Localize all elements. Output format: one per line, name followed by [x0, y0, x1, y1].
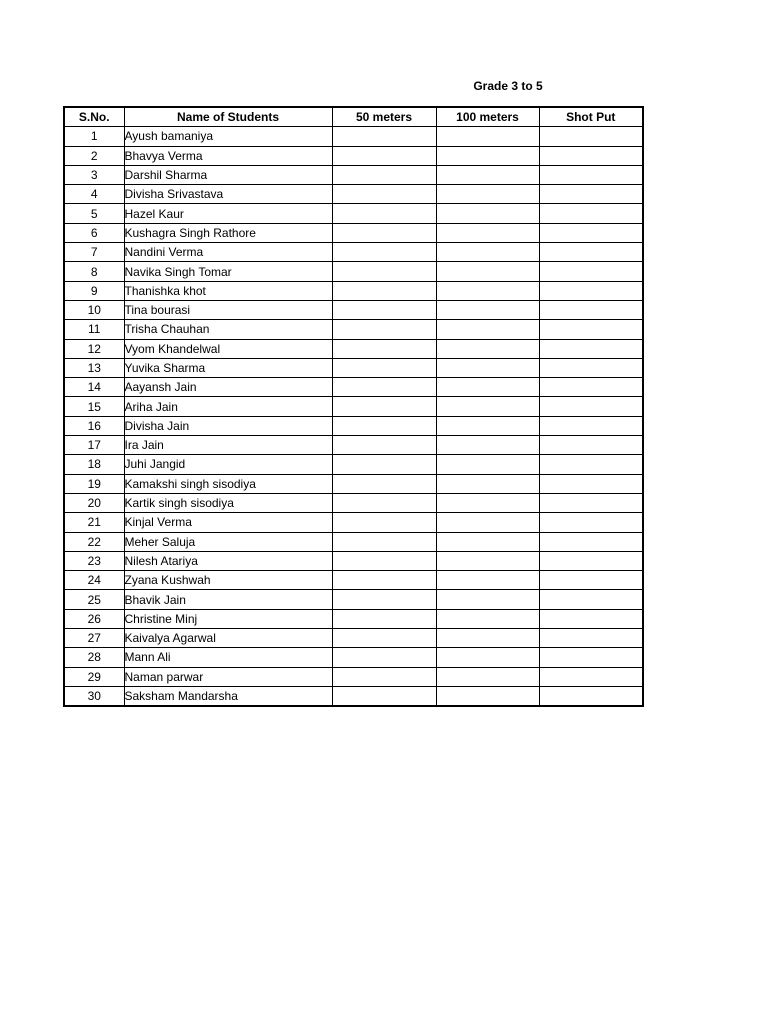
cell-50-meters[interactable]	[332, 281, 436, 300]
cell-100-meters[interactable]	[436, 532, 539, 551]
cell-student-name: Darshil Sharma	[124, 165, 332, 184]
cell-student-name: Trisha Chauhan	[124, 320, 332, 339]
cell-100-meters[interactable]	[436, 165, 539, 184]
cell-student-name: Hazel Kaur	[124, 204, 332, 223]
cell-student-name: Kushagra Singh Rathore	[124, 223, 332, 242]
cell-student-name: Zyana Kushwah	[124, 571, 332, 590]
cell-100-meters[interactable]	[436, 262, 539, 281]
cell-shot-put[interactable]	[539, 339, 643, 358]
cell-student-name: Divisha Srivastava	[124, 185, 332, 204]
table-row	[64, 571, 643, 590]
table-row	[64, 185, 643, 204]
table-row	[64, 609, 643, 628]
cell-student-name: Tina bourasi	[124, 300, 332, 319]
cell-shot-put[interactable]	[539, 416, 643, 435]
cell-sno: 24	[64, 571, 124, 590]
cell-100-meters[interactable]	[436, 223, 539, 242]
cell-100-meters[interactable]	[436, 629, 539, 648]
cell-50-meters[interactable]	[332, 378, 436, 397]
cell-100-meters[interactable]	[436, 243, 539, 262]
cell-sno: 4	[64, 185, 124, 204]
cell-50-meters[interactable]	[332, 339, 436, 358]
cell-100-meters[interactable]	[436, 281, 539, 300]
cell-student-name: Yuvika Sharma	[124, 358, 332, 377]
cell-50-meters[interactable]	[332, 243, 436, 262]
cell-sno: 10	[64, 300, 124, 319]
cell-100-meters[interactable]	[436, 185, 539, 204]
cell-student-name: Meher Saluja	[124, 532, 332, 551]
cell-50-meters[interactable]	[332, 493, 436, 512]
cell-student-name: Naman parwar	[124, 667, 332, 686]
table-row	[64, 667, 643, 686]
cell-sno: 9	[64, 281, 124, 300]
cell-50-meters[interactable]	[332, 571, 436, 590]
table-row	[64, 686, 643, 706]
cell-100-meters[interactable]	[436, 667, 539, 686]
table-row	[64, 204, 643, 223]
cell-sno: 14	[64, 378, 124, 397]
table-row	[64, 590, 643, 609]
cell-shot-put[interactable]	[539, 204, 643, 223]
cell-50-meters[interactable]	[332, 185, 436, 204]
cell-shot-put[interactable]	[539, 551, 643, 570]
cell-shot-put[interactable]	[539, 590, 643, 609]
cell-100-meters[interactable]	[436, 339, 539, 358]
cell-50-meters[interactable]	[332, 146, 436, 165]
cell-shot-put[interactable]	[539, 455, 643, 474]
cell-50-meters[interactable]	[332, 204, 436, 223]
cell-100-meters[interactable]	[436, 436, 539, 455]
cell-50-meters[interactable]	[332, 609, 436, 628]
cell-shot-put[interactable]	[539, 667, 643, 686]
cell-student-name: Kinjal Verma	[124, 513, 332, 532]
table-header-row	[64, 107, 643, 127]
cell-student-name: Kartik singh sisodiya	[124, 493, 332, 512]
cell-sno: 15	[64, 397, 124, 416]
cell-shot-put[interactable]	[539, 397, 643, 416]
cell-sno: 2	[64, 146, 124, 165]
cell-100-meters[interactable]	[436, 416, 539, 435]
cell-student-name: Bhavya Verma	[124, 146, 332, 165]
header-50-meters: 50 meters	[332, 107, 436, 127]
cell-50-meters[interactable]	[332, 629, 436, 648]
cell-sno: 20	[64, 493, 124, 512]
cell-100-meters[interactable]	[436, 397, 539, 416]
cell-shot-put[interactable]	[539, 571, 643, 590]
cell-sno: 27	[64, 629, 124, 648]
cell-100-meters[interactable]	[436, 455, 539, 474]
cell-student-name: Juhi Jangid	[124, 455, 332, 474]
cell-100-meters[interactable]	[436, 590, 539, 609]
cell-50-meters[interactable]	[332, 300, 436, 319]
cell-50-meters[interactable]	[332, 513, 436, 532]
cell-sno: 21	[64, 513, 124, 532]
cell-sno: 26	[64, 609, 124, 628]
cell-shot-put[interactable]	[539, 262, 643, 281]
cell-100-meters[interactable]	[436, 127, 539, 146]
cell-shot-put[interactable]	[539, 300, 643, 319]
cell-50-meters[interactable]	[332, 165, 436, 184]
table-row	[64, 339, 643, 358]
cell-sno: 30	[64, 686, 124, 706]
cell-50-meters[interactable]	[332, 223, 436, 242]
cell-shot-put[interactable]	[539, 281, 643, 300]
header-shot-put: Shot Put	[539, 107, 643, 127]
cell-50-meters[interactable]	[332, 320, 436, 339]
cell-shot-put[interactable]	[539, 513, 643, 532]
table-row	[64, 532, 643, 551]
table-row	[64, 629, 643, 648]
cell-sno: 6	[64, 223, 124, 242]
header-100-meters: 100 meters	[436, 107, 539, 127]
cell-50-meters[interactable]	[332, 262, 436, 281]
table-row	[64, 223, 643, 242]
cell-100-meters[interactable]	[436, 378, 539, 397]
cell-shot-put[interactable]	[539, 165, 643, 184]
cell-50-meters[interactable]	[332, 436, 436, 455]
cell-50-meters[interactable]	[332, 474, 436, 493]
cell-student-name: Christine Minj	[124, 609, 332, 628]
cell-student-name: Navika Singh Tomar	[124, 262, 332, 281]
cell-sno: 13	[64, 358, 124, 377]
cell-50-meters[interactable]	[332, 358, 436, 377]
cell-shot-put[interactable]	[539, 223, 643, 242]
cell-sno: 7	[64, 243, 124, 262]
cell-sno: 1	[64, 127, 124, 146]
cell-100-meters[interactable]	[436, 493, 539, 512]
cell-100-meters[interactable]	[436, 609, 539, 628]
cell-sno: 22	[64, 532, 124, 551]
cell-sno: 5	[64, 204, 124, 223]
cell-shot-put[interactable]	[539, 185, 643, 204]
cell-100-meters[interactable]	[436, 146, 539, 165]
cell-student-name: Bhavik Jain	[124, 590, 332, 609]
cell-50-meters[interactable]	[332, 397, 436, 416]
cell-student-name: Ira Jain	[124, 436, 332, 455]
cell-shot-put[interactable]	[539, 243, 643, 262]
cell-100-meters[interactable]	[436, 474, 539, 493]
cell-50-meters[interactable]	[332, 532, 436, 551]
cell-sno: 17	[64, 436, 124, 455]
cell-sno: 8	[64, 262, 124, 281]
cell-sno: 18	[64, 455, 124, 474]
cell-shot-put[interactable]	[539, 358, 643, 377]
cell-sno: 19	[64, 474, 124, 493]
cell-sno: 12	[64, 339, 124, 358]
cell-student-name: Nilesh Atariya	[124, 551, 332, 570]
table-row	[64, 127, 643, 146]
table-row	[64, 397, 643, 416]
cell-sno: 29	[64, 667, 124, 686]
table-row	[64, 455, 643, 474]
cell-student-name: Kamakshi singh sisodiya	[124, 474, 332, 493]
cell-50-meters[interactable]	[332, 416, 436, 435]
cell-shot-put[interactable]	[539, 648, 643, 667]
cell-100-meters[interactable]	[436, 513, 539, 532]
cell-shot-put[interactable]	[539, 127, 643, 146]
cell-shot-put[interactable]	[539, 532, 643, 551]
table-row	[64, 378, 643, 397]
cell-100-meters[interactable]	[436, 686, 539, 706]
table-row	[64, 146, 643, 165]
cell-student-name: Thanishka khot	[124, 281, 332, 300]
table-row	[64, 493, 643, 512]
table-row	[64, 300, 643, 319]
table-row	[64, 320, 643, 339]
cell-shot-put[interactable]	[539, 609, 643, 628]
cell-50-meters[interactable]	[332, 648, 436, 667]
cell-50-meters[interactable]	[332, 590, 436, 609]
cell-shot-put[interactable]	[539, 436, 643, 455]
cell-100-meters[interactable]	[436, 204, 539, 223]
cell-shot-put[interactable]	[539, 629, 643, 648]
student-roster-table	[63, 106, 644, 707]
table-row	[64, 262, 643, 281]
cell-shot-put[interactable]	[539, 320, 643, 339]
cell-student-name: Kaivalya Agarwal	[124, 629, 332, 648]
cell-50-meters[interactable]	[332, 127, 436, 146]
cell-sno: 28	[64, 648, 124, 667]
table-row	[64, 551, 643, 570]
table-row	[64, 165, 643, 184]
cell-student-name: Vyom Khandelwal	[124, 339, 332, 358]
cell-100-meters[interactable]	[436, 320, 539, 339]
cell-student-name: Saksham Mandarsha	[124, 686, 332, 706]
cell-shot-put[interactable]	[539, 474, 643, 493]
cell-100-meters[interactable]	[436, 300, 539, 319]
cell-shot-put[interactable]	[539, 146, 643, 165]
cell-50-meters[interactable]	[332, 667, 436, 686]
cell-100-meters[interactable]	[436, 551, 539, 570]
table-row	[64, 648, 643, 667]
cell-student-name: Divisha Jain	[124, 416, 332, 435]
table-row	[64, 243, 643, 262]
table-row	[64, 513, 643, 532]
table-body	[64, 127, 643, 706]
cell-sno: 25	[64, 590, 124, 609]
cell-student-name: Aayansh Jain	[124, 378, 332, 397]
sheet-title: Grade 3 to 5	[473, 79, 543, 93]
table-row	[64, 436, 643, 455]
cell-50-meters[interactable]	[332, 455, 436, 474]
cell-student-name: Ariha Jain	[124, 397, 332, 416]
cell-sno: 3	[64, 165, 124, 184]
table-row	[64, 416, 643, 435]
table-row	[64, 474, 643, 493]
cell-sno: 11	[64, 320, 124, 339]
header-sno: S.No.	[64, 107, 124, 127]
cell-100-meters[interactable]	[436, 648, 539, 667]
header-name: Name of Students	[124, 107, 332, 127]
cell-student-name: Ayush bamaniya	[124, 127, 332, 146]
table-row	[64, 281, 643, 300]
cell-50-meters[interactable]	[332, 686, 436, 706]
cell-100-meters[interactable]	[436, 571, 539, 590]
cell-100-meters[interactable]	[436, 358, 539, 377]
cell-shot-put[interactable]	[539, 378, 643, 397]
cell-student-name: Mann Ali	[124, 648, 332, 667]
table-row	[64, 358, 643, 377]
cell-50-meters[interactable]	[332, 551, 436, 570]
cell-sno: 16	[64, 416, 124, 435]
cell-student-name: Nandini Verma	[124, 243, 332, 262]
cell-sno: 23	[64, 551, 124, 570]
cell-shot-put[interactable]	[539, 686, 643, 706]
cell-shot-put[interactable]	[539, 493, 643, 512]
